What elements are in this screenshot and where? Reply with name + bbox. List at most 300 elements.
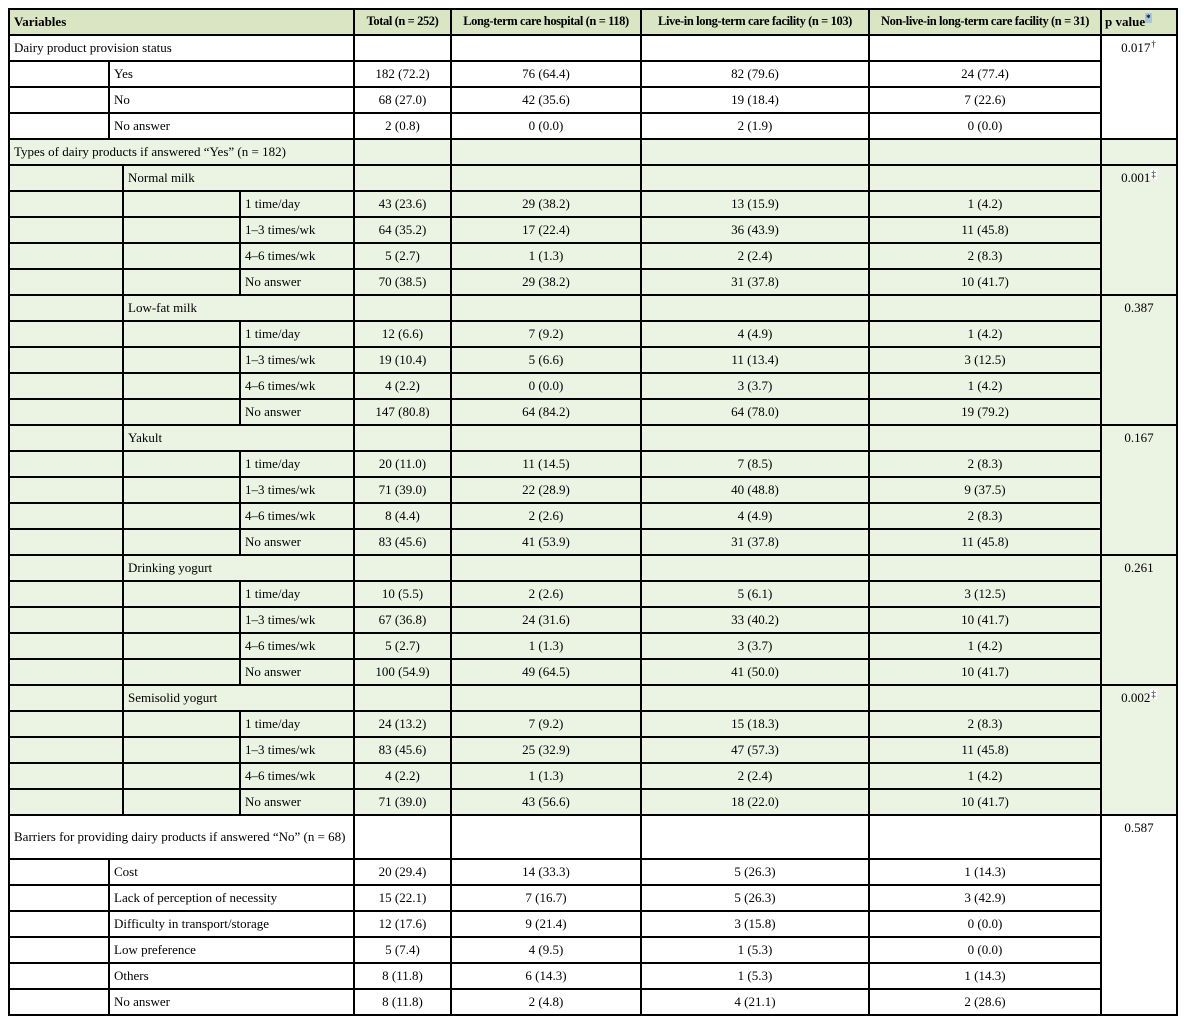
asterisk-significance-marker: *: [1146, 12, 1151, 23]
row-label: No: [109, 87, 354, 113]
value-cell: 5 (7.4): [354, 937, 451, 963]
column-header-label: Total (n = 252): [366, 14, 439, 29]
indent-cell: [123, 451, 240, 477]
table-body: [9, 35, 1177, 1015]
row-label: No answer: [109, 989, 354, 1015]
row-label: 1–3 times/wk: [240, 477, 354, 503]
section-title-row: [9, 139, 1177, 165]
indent-cell: [123, 503, 240, 529]
data-row: [9, 963, 1177, 989]
value-cell: 24 (31.6): [451, 607, 641, 633]
value-cell: 20 (29.4): [354, 859, 451, 885]
section-title: Barriers for providing dairy products if answered “No” (n = 68): [9, 815, 354, 859]
value-cell: 5 (2.7): [354, 243, 451, 269]
indent-cell: [123, 607, 240, 633]
row-label: 1–3 times/wk: [240, 737, 354, 763]
value-cell: 0 (0.0): [451, 113, 641, 139]
indent-cell: [123, 477, 240, 503]
value-cell: 8 (11.8): [354, 963, 451, 989]
value-cell: 4 (4.9): [641, 321, 869, 347]
section-title: Drinking yogurt: [123, 555, 354, 581]
column-header-0: [9, 9, 354, 35]
value-cell: 0 (0.0): [869, 937, 1101, 963]
value-cell: 4 (2.2): [354, 373, 451, 399]
indent-cell: [123, 529, 240, 555]
value-cell: 100 (54.9): [354, 659, 451, 685]
section-title: Types of dairy products if answered “Yes” (n = 182): [9, 139, 354, 165]
empty-value-cell: [869, 165, 1101, 191]
indent-cell: [123, 399, 240, 425]
p-value: 0.017: [1121, 40, 1151, 55]
value-cell: 6 (14.3): [451, 963, 641, 989]
value-cell: 33 (40.2): [641, 607, 869, 633]
value-cell: 10 (5.5): [354, 581, 451, 607]
row-label: Cost: [109, 859, 354, 885]
section-title-row: [9, 555, 1177, 581]
value-cell: 18 (22.0): [641, 789, 869, 815]
data-row: [9, 399, 1177, 425]
value-cell: 7 (8.5): [641, 451, 869, 477]
p-value: 0.587: [1124, 820, 1154, 835]
data-row: [9, 61, 1177, 87]
empty-value-cell: [451, 295, 641, 321]
value-cell: 147 (80.8): [354, 399, 451, 425]
value-cell: 29 (38.2): [451, 269, 641, 295]
row-label: No answer: [109, 113, 354, 139]
row-label: No answer: [240, 529, 354, 555]
indent-cell: [9, 87, 109, 113]
value-cell: 7 (9.2): [451, 321, 641, 347]
value-cell: 5 (26.3): [641, 885, 869, 911]
indent-cell: [9, 165, 123, 191]
data-row: [9, 503, 1177, 529]
value-cell: 11 (45.8): [869, 737, 1101, 763]
data-row: [9, 477, 1177, 503]
column-header-2: [451, 9, 641, 35]
value-cell: 82 (79.6): [641, 61, 869, 87]
value-cell: 41 (50.0): [641, 659, 869, 685]
data-row: [9, 607, 1177, 633]
indent-cell: [9, 477, 123, 503]
data-row: [9, 711, 1177, 737]
empty-value-cell: [354, 425, 451, 451]
empty-value-cell: [451, 815, 641, 859]
value-cell: 12 (17.6): [354, 911, 451, 937]
data-row: [9, 373, 1177, 399]
column-header-1: [354, 9, 451, 35]
p-value: 0.261: [1124, 560, 1154, 575]
empty-value-cell: [451, 425, 641, 451]
value-cell: 2 (8.3): [869, 503, 1101, 529]
row-label: 4–6 times/wk: [240, 633, 354, 659]
value-cell: 64 (35.2): [354, 217, 451, 243]
section-title-row: [9, 295, 1177, 321]
value-cell: 8 (11.8): [354, 989, 451, 1015]
value-cell: 1 (1.3): [451, 763, 641, 789]
value-cell: 1 (5.3): [641, 963, 869, 989]
p-value: 0.001: [1121, 170, 1151, 185]
value-cell: 2 (8.3): [869, 451, 1101, 477]
value-cell: 67 (36.8): [354, 607, 451, 633]
row-label: 4–6 times/wk: [240, 243, 354, 269]
dagger-significance-marker: ‡: [1151, 168, 1156, 179]
empty-value-cell: [354, 139, 451, 165]
value-cell: 17 (22.4): [451, 217, 641, 243]
indent-cell: [9, 911, 109, 937]
section-title-row: [9, 425, 1177, 451]
value-cell: 71 (39.0): [354, 477, 451, 503]
value-cell: 76 (64.4): [451, 61, 641, 87]
empty-value-cell: [354, 165, 451, 191]
value-cell: 10 (41.7): [869, 269, 1101, 295]
empty-value-cell: [869, 685, 1101, 711]
indent-cell: [9, 659, 123, 685]
indent-cell: [9, 885, 109, 911]
data-row: [9, 911, 1177, 937]
value-cell: 0 (0.0): [451, 373, 641, 399]
column-header-3: [641, 9, 869, 35]
indent-cell: [9, 113, 109, 139]
row-label: 1 time/day: [240, 711, 354, 737]
indent-cell: [9, 789, 123, 815]
row-label: 1 time/day: [240, 451, 354, 477]
indent-cell: [9, 937, 109, 963]
value-cell: 11 (14.5): [451, 451, 641, 477]
empty-value-cell: [869, 555, 1101, 581]
data-row: [9, 347, 1177, 373]
section-title-row: [9, 35, 1177, 61]
section-title: Normal milk: [123, 165, 354, 191]
value-cell: 3 (12.5): [869, 347, 1101, 373]
empty-value-cell: [641, 685, 869, 711]
indent-cell: [9, 243, 123, 269]
value-cell: 2 (4.8): [451, 989, 641, 1015]
section-title: Yakult: [123, 425, 354, 451]
data-row: [9, 989, 1177, 1015]
value-cell: 68 (27.0): [354, 87, 451, 113]
indent-cell: [123, 269, 240, 295]
value-cell: 14 (33.3): [451, 859, 641, 885]
data-row: [9, 581, 1177, 607]
p-value: 0.002: [1121, 690, 1151, 705]
column-header-label: p value: [1105, 13, 1146, 29]
value-cell: 0 (0.0): [869, 113, 1101, 139]
data-row: [9, 321, 1177, 347]
column-header-label: Variables: [14, 13, 67, 29]
value-cell: 11 (45.8): [869, 529, 1101, 555]
empty-value-cell: [451, 139, 641, 165]
indent-cell: [123, 659, 240, 685]
value-cell: 5 (2.7): [354, 633, 451, 659]
empty-value-cell: [641, 165, 869, 191]
section-title: Low-fat milk: [123, 295, 354, 321]
indent-cell: [9, 61, 109, 87]
indent-cell: [9, 963, 109, 989]
data-row: [9, 113, 1177, 139]
value-cell: 19 (10.4): [354, 347, 451, 373]
value-cell: 5 (6.6): [451, 347, 641, 373]
indent-cell: [123, 763, 240, 789]
value-cell: 7 (16.7): [451, 885, 641, 911]
section-title-row: [9, 685, 1177, 711]
p-value-cell: [1101, 685, 1177, 815]
value-cell: 2 (8.3): [869, 243, 1101, 269]
indent-cell: [9, 425, 123, 451]
value-cell: 0 (0.0): [869, 911, 1101, 937]
value-cell: 10 (41.7): [869, 659, 1101, 685]
indent-cell: [9, 399, 123, 425]
value-cell: 43 (56.6): [451, 789, 641, 815]
value-cell: 22 (28.9): [451, 477, 641, 503]
indent-cell: [9, 191, 123, 217]
row-label: 1–3 times/wk: [240, 607, 354, 633]
data-row: [9, 659, 1177, 685]
value-cell: 31 (37.8): [641, 269, 869, 295]
value-cell: 31 (37.8): [641, 529, 869, 555]
row-label: No answer: [240, 399, 354, 425]
value-cell: 2 (28.6): [869, 989, 1101, 1015]
value-cell: 19 (79.2): [869, 399, 1101, 425]
indent-cell: [9, 269, 123, 295]
dagger-significance-marker: ‡: [1151, 688, 1156, 699]
value-cell: 10 (41.7): [869, 607, 1101, 633]
p-value: 0.167: [1124, 430, 1154, 445]
value-cell: 10 (41.7): [869, 789, 1101, 815]
row-label: Difficulty in transport/storage: [109, 911, 354, 937]
empty-value-cell: [354, 295, 451, 321]
value-cell: 24 (77.4): [869, 61, 1101, 87]
row-label: 4–6 times/wk: [240, 503, 354, 529]
empty-value-cell: [354, 685, 451, 711]
value-cell: 3 (3.7): [641, 373, 869, 399]
value-cell: 3 (12.5): [869, 581, 1101, 607]
value-cell: 64 (78.0): [641, 399, 869, 425]
value-cell: 182 (72.2): [354, 61, 451, 87]
row-label: 1–3 times/wk: [240, 347, 354, 373]
value-cell: 3 (15.8): [641, 911, 869, 937]
empty-value-cell: [354, 815, 451, 859]
indent-cell: [9, 347, 123, 373]
data-row: [9, 885, 1177, 911]
value-cell: 1 (1.3): [451, 243, 641, 269]
indent-cell: [9, 989, 109, 1015]
indent-cell: [9, 737, 123, 763]
empty-value-cell: [869, 139, 1101, 165]
row-label: 1–3 times/wk: [240, 217, 354, 243]
indent-cell: [9, 503, 123, 529]
indent-cell: [9, 581, 123, 607]
data-row: [9, 191, 1177, 217]
column-header-label: Non-live-in long-term care facility (n = 31): [881, 14, 1089, 29]
indent-cell: [9, 217, 123, 243]
empty-value-cell: [641, 139, 869, 165]
indent-cell: [123, 321, 240, 347]
indent-cell: [123, 789, 240, 815]
indent-cell: [123, 633, 240, 659]
value-cell: 20 (11.0): [354, 451, 451, 477]
section-title: Semisolid yogurt: [123, 685, 354, 711]
indent-cell: [123, 191, 240, 217]
value-cell: 41 (53.9): [451, 529, 641, 555]
value-cell: 3 (3.7): [641, 633, 869, 659]
data-row: [9, 737, 1177, 763]
value-cell: 8 (4.4): [354, 503, 451, 529]
value-cell: 9 (21.4): [451, 911, 641, 937]
row-label: No answer: [240, 659, 354, 685]
row-label: Low preference: [109, 937, 354, 963]
empty-value-cell: [641, 555, 869, 581]
row-label: 1 time/day: [240, 191, 354, 217]
row-label: 1 time/day: [240, 581, 354, 607]
p-value: 0.387: [1124, 300, 1154, 315]
value-cell: 2 (2.6): [451, 581, 641, 607]
indent-cell: [123, 737, 240, 763]
empty-value-cell: [869, 295, 1101, 321]
p-value-cell: [1101, 139, 1177, 165]
empty-value-cell: [451, 35, 641, 61]
value-cell: 1 (14.3): [869, 859, 1101, 885]
value-cell: 83 (45.6): [354, 529, 451, 555]
data-row: [9, 763, 1177, 789]
column-header-label: Live-in long-term care facility (n = 103): [658, 14, 852, 29]
p-value-cell: [1101, 815, 1177, 1015]
value-cell: 13 (15.9): [641, 191, 869, 217]
empty-value-cell: [869, 425, 1101, 451]
value-cell: 4 (21.1): [641, 989, 869, 1015]
indent-cell: [9, 555, 123, 581]
data-row: [9, 269, 1177, 295]
value-cell: 5 (26.3): [641, 859, 869, 885]
empty-value-cell: [641, 815, 869, 859]
indent-cell: [9, 373, 123, 399]
value-cell: 11 (13.4): [641, 347, 869, 373]
value-cell: 64 (84.2): [451, 399, 641, 425]
column-header-5: [1101, 9, 1177, 35]
empty-value-cell: [354, 35, 451, 61]
p-value-cell: [1101, 425, 1177, 555]
row-label: Others: [109, 963, 354, 989]
indent-cell: [9, 321, 123, 347]
empty-value-cell: [354, 555, 451, 581]
indent-cell: [9, 607, 123, 633]
value-cell: 1 (14.3): [869, 963, 1101, 989]
value-cell: 15 (22.1): [354, 885, 451, 911]
data-row: [9, 87, 1177, 113]
value-cell: 2 (2.4): [641, 243, 869, 269]
section-title-row: [9, 165, 1177, 191]
value-cell: 4 (9.5): [451, 937, 641, 963]
indent-cell: [9, 711, 123, 737]
value-cell: 11 (45.8): [869, 217, 1101, 243]
value-cell: 1 (5.3): [641, 937, 869, 963]
value-cell: 4 (4.9): [641, 503, 869, 529]
value-cell: 40 (48.8): [641, 477, 869, 503]
empty-value-cell: [451, 165, 641, 191]
header-row: [9, 9, 1177, 35]
value-cell: 83 (45.6): [354, 737, 451, 763]
data-row: [9, 217, 1177, 243]
row-label: No answer: [240, 789, 354, 815]
value-cell: 2 (2.4): [641, 763, 869, 789]
value-cell: 29 (38.2): [451, 191, 641, 217]
column-header-label: Long-term care hospital (n = 118): [463, 14, 629, 29]
value-cell: 2 (2.6): [451, 503, 641, 529]
row-label: 1 time/day: [240, 321, 354, 347]
p-value-cell: [1101, 555, 1177, 685]
empty-value-cell: [869, 35, 1101, 61]
value-cell: 71 (39.0): [354, 789, 451, 815]
value-cell: 25 (32.9): [451, 737, 641, 763]
empty-value-cell: [641, 295, 869, 321]
p-value-cell: [1101, 165, 1177, 295]
empty-value-cell: [641, 35, 869, 61]
indent-cell: [123, 243, 240, 269]
section-title-row: [9, 815, 1177, 859]
value-cell: 43 (23.6): [354, 191, 451, 217]
section-title: Dairy product provision status: [9, 35, 354, 61]
value-cell: 36 (43.9): [641, 217, 869, 243]
empty-value-cell: [869, 815, 1101, 859]
indent-cell: [123, 217, 240, 243]
row-label: 4–6 times/wk: [240, 373, 354, 399]
value-cell: 1 (4.2): [869, 633, 1101, 659]
value-cell: 1 (4.2): [869, 763, 1101, 789]
p-value-cell: [1101, 35, 1177, 139]
indent-cell: [9, 295, 123, 321]
value-cell: 1 (1.3): [451, 633, 641, 659]
indent-cell: [123, 711, 240, 737]
value-cell: 49 (64.5): [451, 659, 641, 685]
data-row: [9, 529, 1177, 555]
value-cell: 5 (6.1): [641, 581, 869, 607]
indent-cell: [9, 451, 123, 477]
value-cell: 1 (4.2): [869, 321, 1101, 347]
row-label: Lack of perception of necessity: [109, 885, 354, 911]
indent-cell: [9, 859, 109, 885]
p-value-cell: [1101, 295, 1177, 425]
value-cell: 2 (8.3): [869, 711, 1101, 737]
indent-cell: [123, 581, 240, 607]
data-row: [9, 633, 1177, 659]
value-cell: 12 (6.6): [354, 321, 451, 347]
empty-value-cell: [641, 425, 869, 451]
row-label: Yes: [109, 61, 354, 87]
value-cell: 3 (42.9): [869, 885, 1101, 911]
value-cell: 9 (37.5): [869, 477, 1101, 503]
value-cell: 4 (2.2): [354, 763, 451, 789]
data-row: [9, 451, 1177, 477]
empty-value-cell: [451, 685, 641, 711]
value-cell: 1 (4.2): [869, 373, 1101, 399]
empty-value-cell: [451, 555, 641, 581]
indent-cell: [9, 529, 123, 555]
value-cell: 19 (18.4): [641, 87, 869, 113]
data-row: [9, 859, 1177, 885]
indent-cell: [123, 373, 240, 399]
data-row: [9, 789, 1177, 815]
value-cell: 70 (38.5): [354, 269, 451, 295]
value-cell: 7 (9.2): [451, 711, 641, 737]
row-label: No answer: [240, 269, 354, 295]
indent-cell: [123, 347, 240, 373]
value-cell: 24 (13.2): [354, 711, 451, 737]
value-cell: 42 (35.6): [451, 87, 641, 113]
data-row: [9, 243, 1177, 269]
value-cell: 15 (18.3): [641, 711, 869, 737]
value-cell: 2 (0.8): [354, 113, 451, 139]
value-cell: 47 (57.3): [641, 737, 869, 763]
value-cell: 7 (22.6): [869, 87, 1101, 113]
